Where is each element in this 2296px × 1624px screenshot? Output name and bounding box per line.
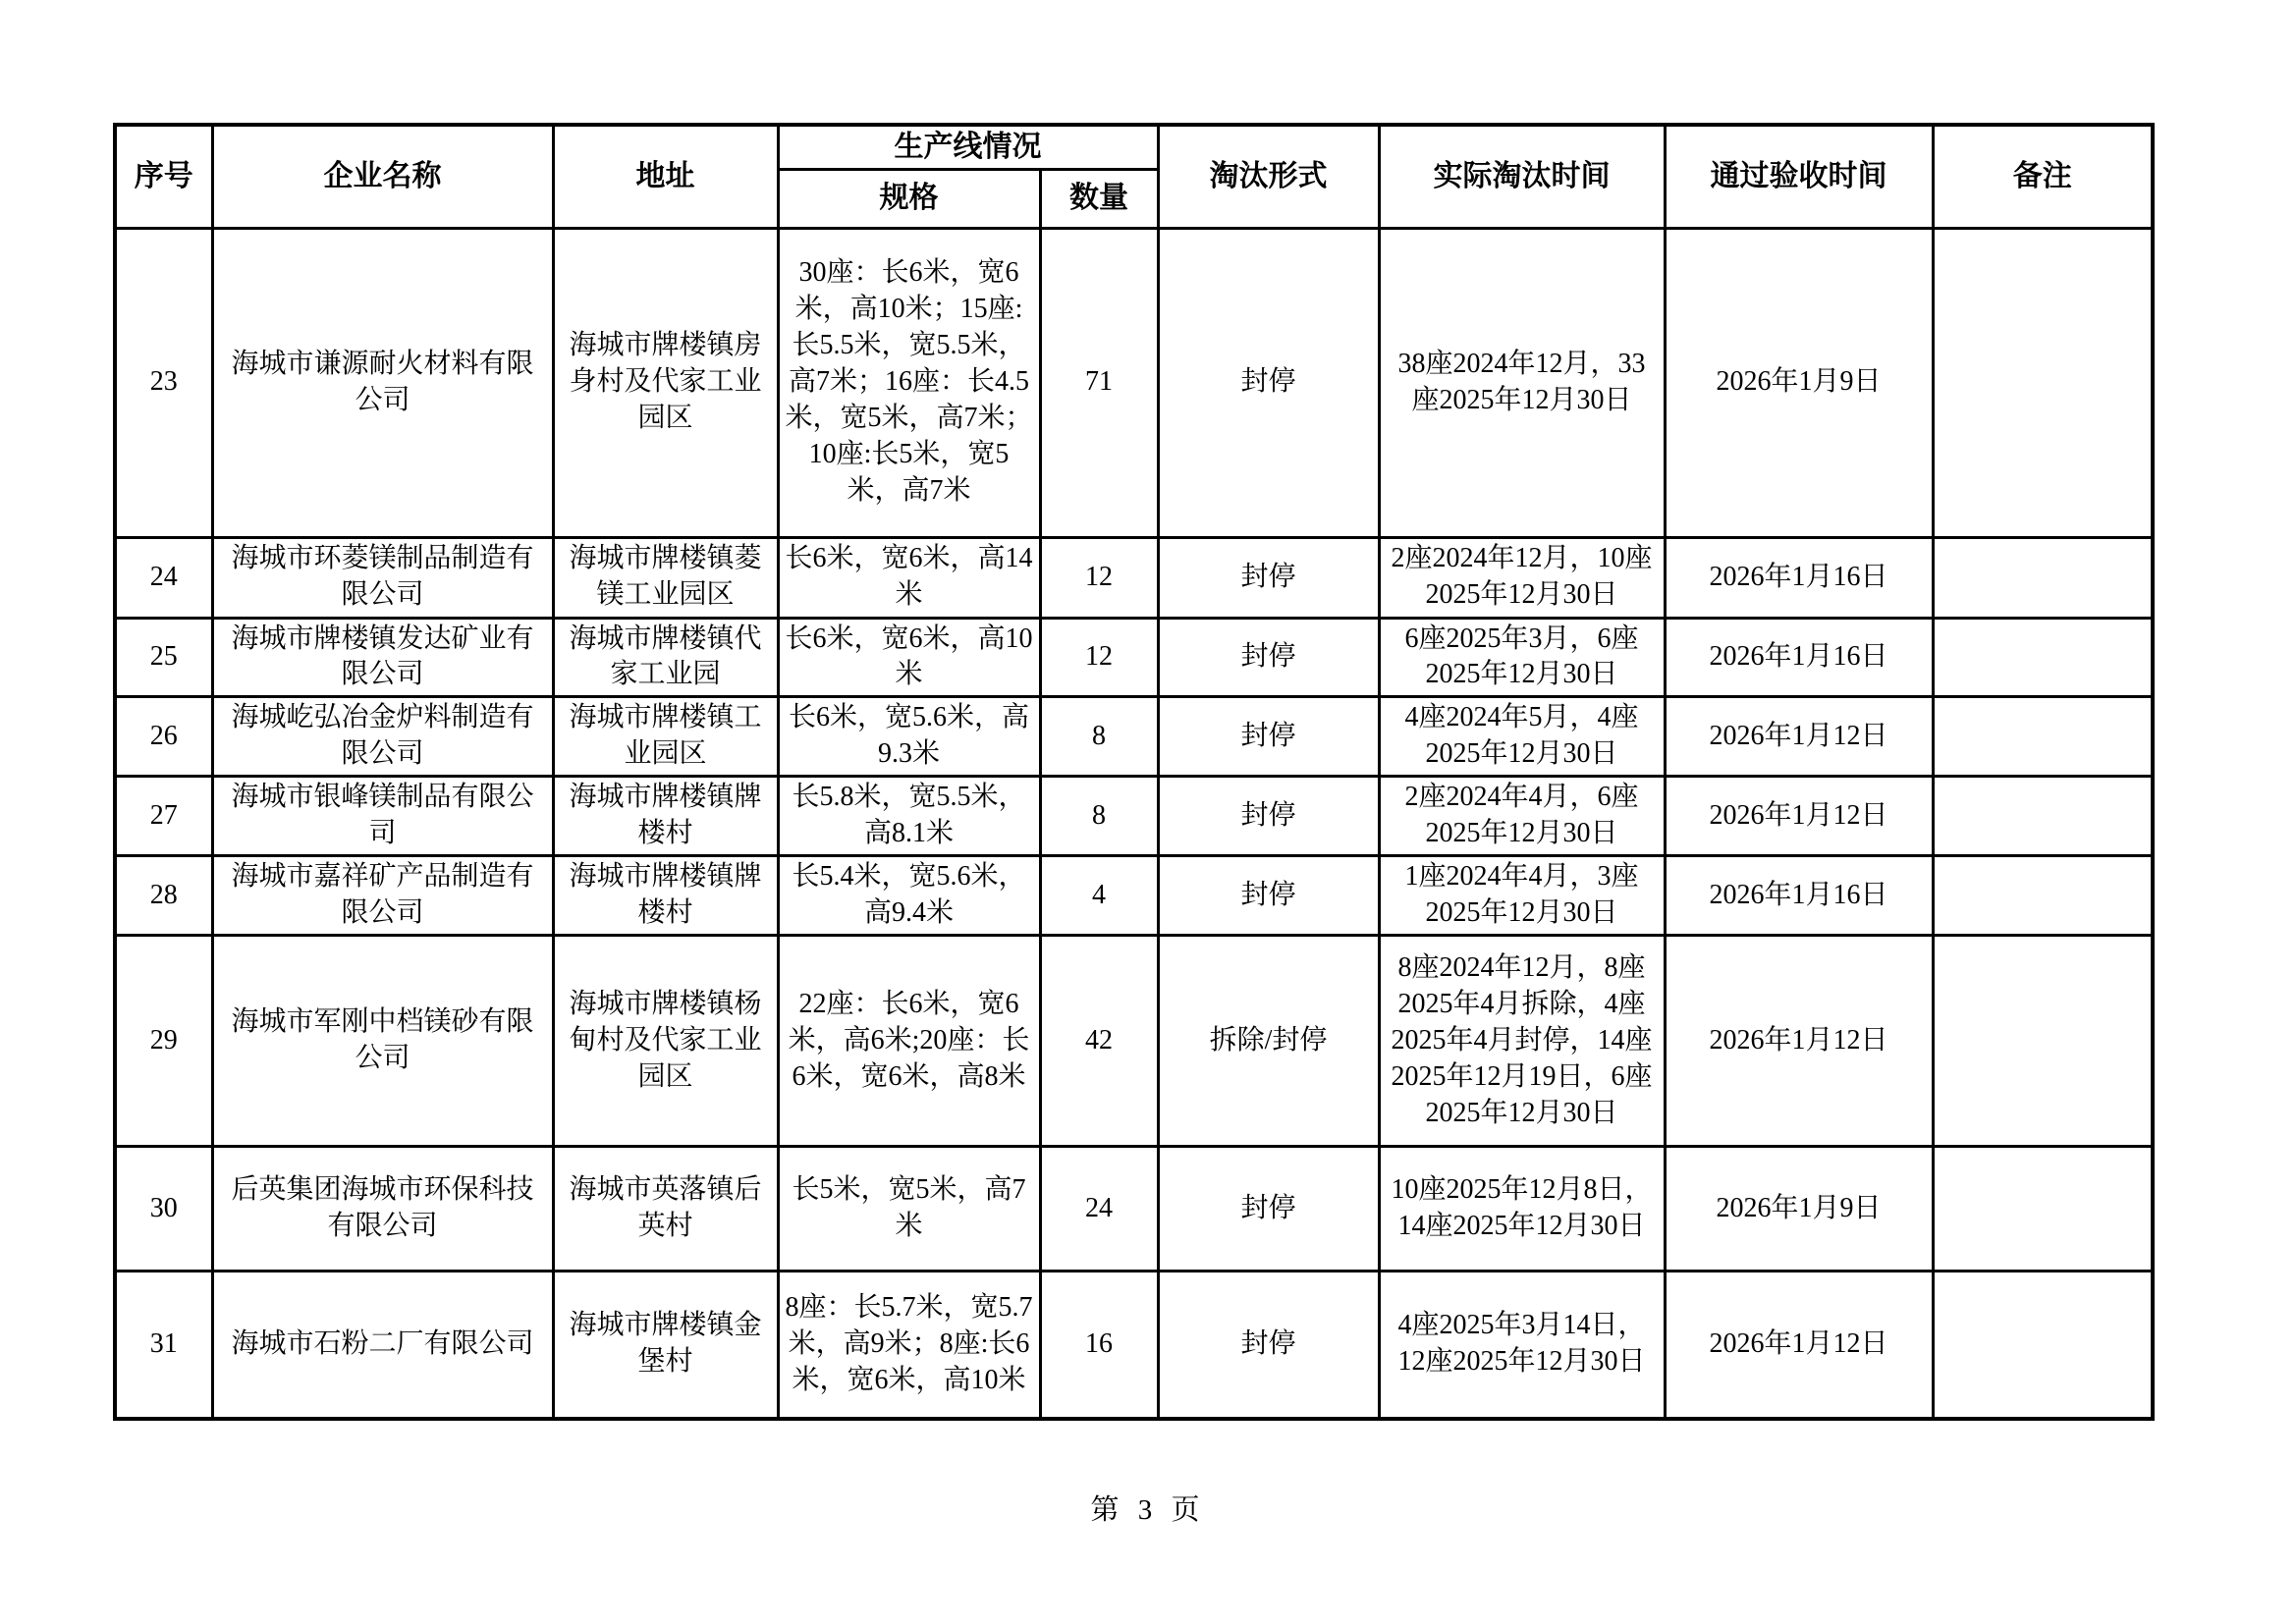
cell-seq: 30	[115, 1147, 212, 1272]
cell-seq: 25	[115, 618, 212, 697]
cell-form: 封停	[1158, 777, 1379, 856]
table-row	[115, 777, 2153, 856]
col-header-elimination-form: 淘汰形式	[1158, 125, 1379, 228]
cell-acceptance: 2026年1月16日	[1665, 856, 1933, 936]
cell-address: 海城市英落镇后英村	[553, 1147, 778, 1272]
cell-quantity: 71	[1040, 228, 1158, 537]
cell-spec: 长6米，宽6米，高14米	[778, 537, 1040, 618]
col-header-remarks: 备注	[1933, 125, 2153, 228]
cell-spec: 长5米，宽5米，高7米	[778, 1147, 1040, 1272]
cell-company: 海城市军刚中档镁砂有限公司	[212, 936, 553, 1147]
cell-remarks	[1933, 618, 2153, 697]
cell-remarks	[1933, 228, 2153, 537]
cell-remarks	[1933, 1272, 2153, 1419]
header-row-1	[115, 125, 2153, 169]
table-row	[115, 228, 2153, 537]
cell-spec: 8座：长5.7米，宽5.7米，高9米；8座:长6米，宽6米，高10米	[778, 1272, 1040, 1419]
cell-acceptance: 2026年1月9日	[1665, 228, 1933, 537]
cell-company: 海城市环菱镁制品制造有限公司	[212, 537, 553, 618]
cell-address: 海城市牌楼镇金堡村	[553, 1272, 778, 1419]
cell-form: 封停	[1158, 228, 1379, 537]
cell-address: 海城市牌楼镇工业园区	[553, 697, 778, 777]
cell-seq: 29	[115, 936, 212, 1147]
cell-form: 封停	[1158, 1147, 1379, 1272]
cell-form: 封停	[1158, 537, 1379, 618]
cell-remarks	[1933, 537, 2153, 618]
cell-spec: 30座：长6米，宽6米，高10米；15座:长5.5米，宽5.5米，高7米；16座：长4.5米，宽5米，高7米；10座:长5米，宽5米，高7米	[778, 228, 1040, 537]
cell-form: 封停	[1158, 618, 1379, 697]
elimination-table	[113, 123, 2155, 1421]
cell-seq: 26	[115, 697, 212, 777]
cell-company: 海城市石粉二厂有限公司	[212, 1272, 553, 1419]
cell-acceptance: 2026年1月12日	[1665, 777, 1933, 856]
cell-address: 海城市牌楼镇杨甸村及代家工业园区	[553, 936, 778, 1147]
page-number: 第 3 页	[1090, 1494, 1206, 1526]
col-header-acceptance-time: 通过验收时间	[1665, 125, 1933, 228]
cell-remarks	[1933, 697, 2153, 777]
cell-spec: 长5.4米，宽5.6米，高9.4米	[778, 856, 1040, 936]
table-header	[115, 125, 2153, 228]
cell-address: 海城市牌楼镇菱镁工业园区	[553, 537, 778, 618]
cell-actual: 8座2024年12月，8座2025年4月拆除，4座2025年4月封停，14座2025年12月19日，6座2025年12月30日	[1379, 936, 1665, 1147]
col-header-seq: 序号	[115, 125, 212, 228]
cell-company: 海城市谦源耐火材料有限公司	[212, 228, 553, 537]
cell-seq: 23	[115, 228, 212, 537]
cell-acceptance: 2026年1月16日	[1665, 537, 1933, 618]
col-header-actual-time: 实际淘汰时间	[1379, 125, 1665, 228]
cell-acceptance: 2026年1月16日	[1665, 618, 1933, 697]
cell-address: 海城市牌楼镇房身村及代家工业园区	[553, 228, 778, 537]
cell-form: 封停	[1158, 856, 1379, 936]
cell-company: 海城市牌楼镇发达矿业有限公司	[212, 618, 553, 697]
cell-address: 海城市牌楼镇牌楼村	[553, 777, 778, 856]
cell-remarks	[1933, 856, 2153, 936]
table-body	[115, 228, 2153, 1419]
cell-actual: 2座2024年12月，10座2025年12月30日	[1379, 537, 1665, 618]
cell-actual: 38座2024年12月，33座2025年12月30日	[1379, 228, 1665, 537]
cell-seq: 31	[115, 1272, 212, 1419]
cell-acceptance: 2026年1月12日	[1665, 697, 1933, 777]
cell-company: 海城市银峰镁制品有限公司	[212, 777, 553, 856]
col-header-quantity: 数量	[1040, 169, 1158, 228]
cell-spec: 长5.8米，宽5.5米，高8.1米	[778, 777, 1040, 856]
table-row	[115, 1272, 2153, 1419]
cell-remarks	[1933, 1147, 2153, 1272]
table-row	[115, 618, 2153, 697]
cell-quantity: 8	[1040, 777, 1158, 856]
cell-quantity: 42	[1040, 936, 1158, 1147]
cell-quantity: 24	[1040, 1147, 1158, 1272]
table-row	[115, 537, 2153, 618]
cell-seq: 24	[115, 537, 212, 618]
cell-company: 后英集团海城市环保科技有限公司	[212, 1147, 553, 1272]
cell-spec: 长6米，宽6米，高10米	[778, 618, 1040, 697]
cell-form: 封停	[1158, 1272, 1379, 1419]
cell-company: 海城屹弘冶金炉料制造有限公司	[212, 697, 553, 777]
cell-acceptance: 2026年1月12日	[1665, 936, 1933, 1147]
table-row	[115, 856, 2153, 936]
cell-spec: 22座：长6米，宽6米，高6米;20座：长6米，宽6米，高8米	[778, 936, 1040, 1147]
cell-quantity: 4	[1040, 856, 1158, 936]
cell-seq: 28	[115, 856, 212, 936]
col-header-company: 企业名称	[212, 125, 553, 228]
cell-quantity: 12	[1040, 537, 1158, 618]
table-row	[115, 1147, 2153, 1272]
cell-quantity: 16	[1040, 1272, 1158, 1419]
cell-quantity: 12	[1040, 618, 1158, 697]
cell-spec: 长6米，宽5.6米，高9.3米	[778, 697, 1040, 777]
table-row	[115, 697, 2153, 777]
cell-actual: 1座2024年4月，3座2025年12月30日	[1379, 856, 1665, 936]
cell-actual: 6座2025年3月，6座2025年12月30日	[1379, 618, 1665, 697]
cell-form: 拆除/封停	[1158, 936, 1379, 1147]
cell-actual: 10座2025年12月8日，14座2025年12月30日	[1379, 1147, 1665, 1272]
cell-acceptance: 2026年1月9日	[1665, 1147, 1933, 1272]
cell-actual: 4座2024年5月，4座2025年12月30日	[1379, 697, 1665, 777]
cell-seq: 27	[115, 777, 212, 856]
cell-quantity: 8	[1040, 697, 1158, 777]
cell-address: 海城市牌楼镇代家工业园	[553, 618, 778, 697]
col-header-spec: 规格	[778, 169, 1040, 228]
cell-acceptance: 2026年1月12日	[1665, 1272, 1933, 1419]
col-header-production-line: 生产线情况	[778, 125, 1158, 169]
cell-address: 海城市牌楼镇牌楼村	[553, 856, 778, 936]
table-row	[115, 936, 2153, 1147]
cell-remarks	[1933, 936, 2153, 1147]
cell-form: 封停	[1158, 697, 1379, 777]
cell-remarks	[1933, 777, 2153, 856]
col-header-address: 地址	[553, 125, 778, 228]
cell-actual: 4座2025年3月14日，12座2025年12月30日	[1379, 1272, 1665, 1419]
cell-actual: 2座2024年4月，6座2025年12月30日	[1379, 777, 1665, 856]
cell-company: 海城市嘉祥矿产品制造有限公司	[212, 856, 553, 936]
